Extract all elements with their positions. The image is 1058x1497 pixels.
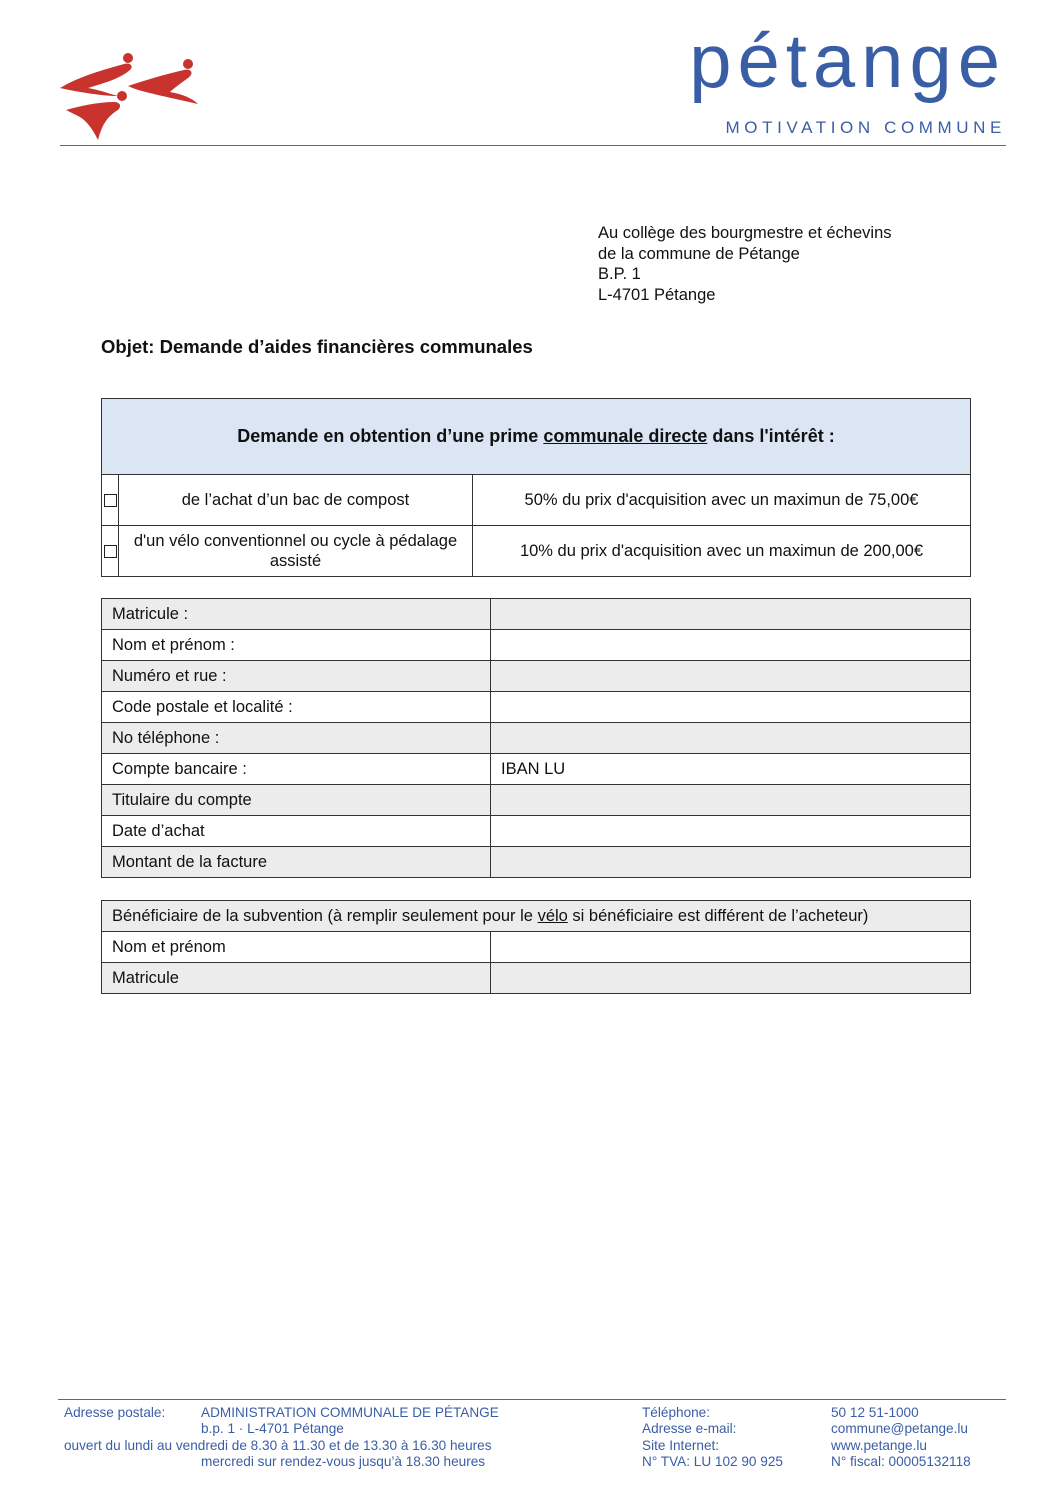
beneficiary-matricule-field[interactable]	[491, 963, 971, 994]
table-row	[102, 599, 971, 630]
purchase-date-field[interactable]	[491, 816, 971, 847]
table-row	[102, 785, 971, 816]
footer-hours: mercredi sur rendez-vous jusqu’à 18.30 heures	[201, 1453, 486, 1469]
footer-phone: 50 12 51-1000	[831, 1405, 919, 1420]
beneficiary-header: Bénéficiaire de la subvention (à remplir seulement pour le vélo si bénéficiaire est différent de l’acheteur)	[102, 901, 971, 932]
table-row	[102, 754, 971, 785]
prime-request-table	[101, 398, 971, 577]
prime-table-header: Demande en obtention d’une prime communale directe dans l'intérêt :	[102, 399, 971, 475]
applicant-info-table	[101, 598, 971, 878]
invoice-amount-field[interactable]	[491, 847, 971, 878]
address-line: Au collège des bourgmestre et échevins	[598, 224, 892, 242]
field-label: Nom et prénom :	[102, 630, 491, 661]
table-row	[102, 692, 971, 723]
field-label: Matricule	[102, 963, 491, 994]
field-label: Matricule :	[102, 599, 491, 630]
table-row	[102, 901, 971, 932]
compost-checkbox[interactable]	[104, 494, 117, 507]
name-field[interactable]	[491, 630, 971, 661]
footer-postal-line: ADMINISTRATION COMMUNALE DE PÉTANGE	[201, 1405, 499, 1420]
option-checkbox-cell[interactable]	[102, 475, 119, 526]
option-label: d'un vélo conventionnel ou cycle à pédalage assisté	[119, 526, 473, 577]
option-detail: 10% du prix d'acquisition avec un maximun de 200,00€	[473, 526, 971, 577]
account-holder-field[interactable]	[491, 785, 971, 816]
underlined-emphasis: vélo	[537, 906, 568, 925]
footer-divider	[58, 1399, 1006, 1400]
field-label: Date d’achat	[102, 816, 491, 847]
field-label: Code postale et localité :	[102, 692, 491, 723]
brand-name: pétange	[689, 19, 1006, 104]
table-row	[102, 963, 971, 994]
postcode-field[interactable]	[491, 692, 971, 723]
table-row	[102, 932, 971, 963]
option-row	[102, 526, 971, 577]
footer-website[interactable]: www.petange.lu	[831, 1437, 927, 1453]
table-row	[102, 723, 971, 754]
footer-contact-label: Téléphone:	[642, 1405, 711, 1420]
header-divider	[60, 145, 1006, 146]
bank-account-field[interactable]: IBAN LU	[491, 754, 971, 785]
matricule-field[interactable]	[491, 599, 971, 630]
red-figures-logo-icon	[58, 50, 203, 142]
table-row	[102, 661, 971, 692]
subject-line: Objet: Demande d’aides financières communales	[101, 336, 533, 357]
footer-contact-label: Adresse e-mail:	[642, 1421, 737, 1437]
bike-checkbox[interactable]	[104, 545, 117, 558]
address-line: L-4701 Pétange	[598, 285, 716, 304]
table-row	[102, 630, 971, 661]
field-label: Numéro et rue :	[102, 661, 491, 692]
brand-tagline: MOTIVATION COMMUNE	[725, 118, 1006, 137]
field-label: Nom et prénom	[102, 932, 491, 963]
option-label: de l’achat d’un bac de compost	[119, 475, 473, 526]
footer-contact-label: N° TVA: LU 102 90 925	[642, 1453, 783, 1469]
street-field[interactable]	[491, 661, 971, 692]
footer-hours: ouvert du lundi au vendredi de 8.30 à 11.30 et de 13.30 à 16.30 heures	[64, 1437, 492, 1453]
phone-field[interactable]	[491, 723, 971, 754]
footer-postal-line: b.p. 1 · L-4701 Pétange	[201, 1421, 344, 1437]
field-label: Compte bancaire :	[102, 754, 491, 785]
footer-postal-label: Adresse postale:	[64, 1405, 166, 1420]
beneficiary-table	[101, 900, 971, 994]
option-detail: 50% du prix d'acquisition avec un maximun de 75,00€	[473, 475, 971, 526]
footer-contact-label: Site Internet:	[642, 1437, 720, 1453]
footer-fiscal: N° fiscal: 00005132118	[831, 1453, 971, 1469]
field-label: Montant de la facture	[102, 847, 491, 878]
field-label: Titulaire du compte	[102, 785, 491, 816]
address-line: B.P. 1	[598, 265, 641, 283]
table-row	[102, 816, 971, 847]
option-checkbox-cell[interactable]	[102, 526, 119, 577]
recipient-address	[598, 223, 892, 305]
table-row	[102, 847, 971, 878]
field-label: No téléphone :	[102, 723, 491, 754]
beneficiary-name-field[interactable]	[491, 932, 971, 963]
footer-email[interactable]: commune@petange.lu	[831, 1421, 968, 1437]
address-line: de la commune de Pétange	[598, 244, 800, 263]
underlined-emphasis: communale directe	[543, 426, 708, 446]
option-row	[102, 475, 971, 526]
